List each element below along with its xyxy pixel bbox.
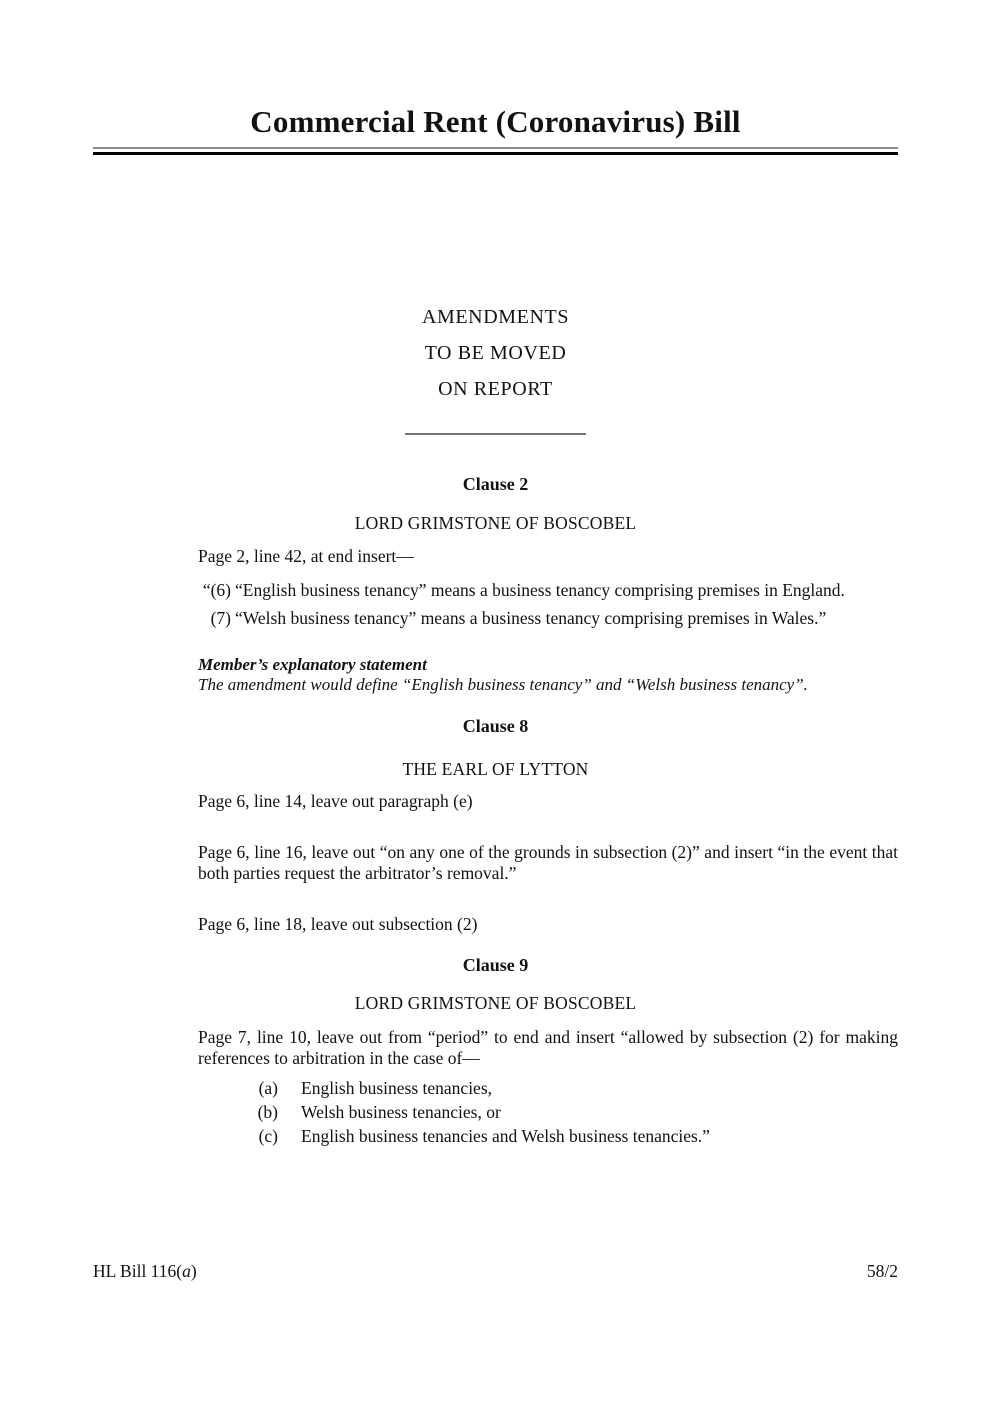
amendment-paragraph-item	[198, 1102, 898, 1123]
sponsor-name: THE EARL OF LYTTON	[402, 759, 589, 779]
page-title: Commercial Rent (Coronavirus) Bill	[250, 104, 741, 139]
amendment-instruction: Page 6, line 16, leave out “on any one of the grounds in subsection (2)” and insert “in the event that both parties request the arbitrator’s removal.”	[198, 842, 898, 883]
amendment-subsection-item	[198, 608, 898, 629]
explanatory-statement-text: The amendment would define “English business tenancy” and “Welsh business tenancy”.	[198, 675, 808, 694]
subsection-marker: (7)	[210, 608, 231, 628]
sponsor-name: LORD GRIMSTONE OF BOSCOBEL	[354, 513, 637, 533]
amendments-heading-line-2: TO BE MOVED	[424, 342, 567, 364]
explanatory-statement-heading: Member’s explanatory statement	[198, 655, 427, 674]
bill-reference	[93, 1260, 197, 1282]
separator-rule	[405, 433, 586, 435]
subsection-text: “English business tenancy” means a business tenancy comprising premises in England.	[235, 580, 845, 600]
amendment-subsection-item	[198, 580, 898, 601]
paragraph-text: English business tenancies and Welsh business tenancies.”	[301, 1126, 710, 1146]
amendment-instruction: Page 6, line 18, leave out subsection (2)	[198, 914, 478, 934]
page-footer	[93, 1260, 898, 1282]
amendments-heading-block	[93, 299, 898, 435]
amendments-heading-line-1: AMENDMENTS	[421, 306, 570, 328]
paragraph-text: English business tenancies,	[301, 1078, 493, 1098]
clause-heading-clause-8: Clause 8	[462, 716, 529, 736]
bill-reference-letter: a	[182, 1261, 191, 1281]
page-content	[93, 104, 898, 1147]
amendment-instruction: Page 7, line 10, leave out from “period” to end and insert “allowed by subsection (2) for making references to arbitration in the case of—	[198, 1027, 898, 1068]
paragraph-marker: (a)	[258, 1078, 278, 1098]
sponsor-name: LORD GRIMSTONE OF BOSCOBEL	[354, 993, 637, 1013]
paragraph-marker: (c)	[258, 1126, 278, 1146]
subsection-text: “Welsh business tenancy” means a business tenancy comprising premises in Wales.”	[235, 608, 827, 628]
amendments-heading-line-3: ON REPORT	[438, 378, 553, 400]
clause-heading-clause-2: Clause 2	[462, 474, 529, 494]
amendment-paragraph-item	[198, 1126, 898, 1147]
bill-reference-prefix: HL Bill 116(	[93, 1261, 183, 1281]
clause-heading-clause-9: Clause 9	[462, 955, 529, 975]
paragraph-marker: (b)	[257, 1102, 278, 1122]
paper-number: 58/2	[866, 1261, 898, 1281]
amendments-body	[93, 473, 898, 1147]
amendment-instruction: Page 2, line 42, at end insert—	[198, 546, 414, 566]
bill-reference-suffix: )	[190, 1261, 197, 1281]
paragraph-text: Welsh business tenancies, or	[301, 1102, 501, 1122]
subsection-marker: “(6)	[202, 580, 231, 600]
amendment-paragraph-item	[198, 1078, 898, 1099]
header-double-rule	[93, 147, 898, 155]
amendment-instruction: Page 6, line 14, leave out paragraph (e)	[198, 791, 473, 811]
